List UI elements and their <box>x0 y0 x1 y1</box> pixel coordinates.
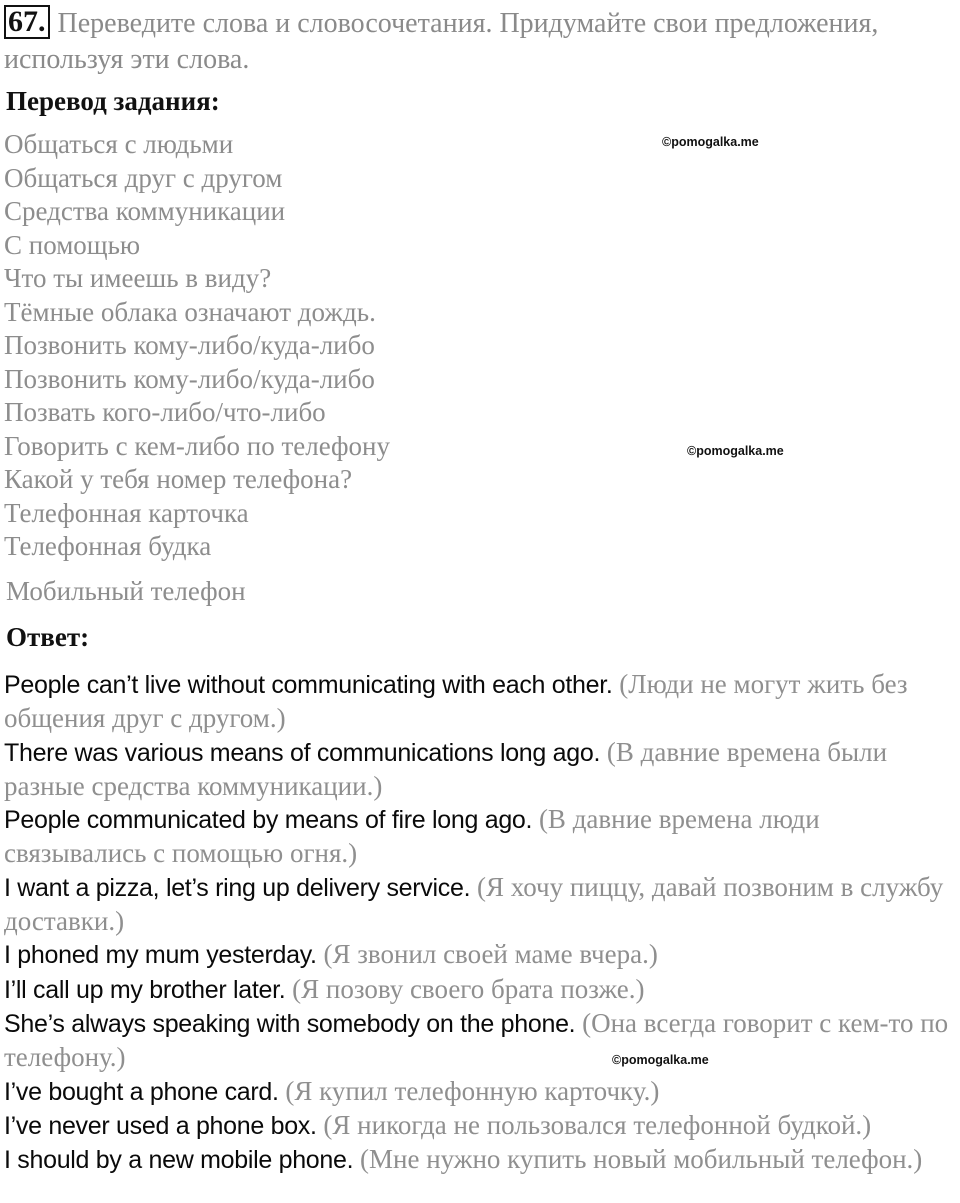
answer-russian: (Я позову своего брата позже.) <box>292 973 645 1004</box>
task-number: 67. <box>4 5 50 39</box>
answer-english: I phoned my mum yesterday. <box>4 941 317 970</box>
task-header <box>4 6 954 78</box>
word-item: Позвать кого-либо/что-либо <box>4 397 326 427</box>
word-item: Позвонить кому-либо/куда-либо <box>4 330 375 360</box>
watermark: ©pomogalka.me <box>612 1053 709 1067</box>
word-item: Позвонить кому-либо/куда-либо <box>4 363 375 394</box>
answer-item <box>4 1109 956 1143</box>
word-item: Тёмные облака означают дождь. <box>4 296 376 327</box>
word-item-extra: Мобильный телефон <box>6 576 246 606</box>
answer-heading: Ответ: <box>6 622 90 652</box>
answer-russian: (Я купил телефонную карточку.) <box>285 1075 660 1106</box>
answer-russian: (Люди не могут жить без общения друг с другом.) <box>4 669 908 734</box>
answer-item <box>4 1143 956 1177</box>
watermark: ©pomogalka.me <box>662 135 759 149</box>
word-item: Какой у тебя номер телефона? <box>4 464 353 494</box>
translation-heading: Перевод задания: <box>6 86 220 116</box>
answer-item <box>4 803 956 871</box>
answer-item <box>4 871 956 939</box>
answer-english: People can’t live without communicating with each other. <box>4 671 613 699</box>
task-instruction: Переведите слова и словосочетания. Придумайте свои предложения, используя эти слова. <box>4 8 879 75</box>
answer-item <box>4 668 956 736</box>
word-item: Телефонная карточка <box>4 497 249 528</box>
answer-english: People communicated by means of fire long ago. <box>4 806 533 835</box>
answer-item <box>4 1007 956 1075</box>
answer-item <box>4 938 956 972</box>
word-item: Что ты имеешь в виду? <box>4 263 272 293</box>
answer-russian: (Я звонил своей маме вчера.) <box>323 939 658 970</box>
word-item: Общаться друг с другом <box>4 162 283 193</box>
answer-russian: (Она всегда говорит с кем-то по телефону.) <box>4 1007 949 1073</box>
answer-russian: (Мне нужно купить новый мобильный телефон.) <box>360 1144 923 1175</box>
word-item: Общаться с людьми <box>4 129 234 159</box>
answer-english: I want a pizza, let’s ring up delivery service. <box>4 873 471 902</box>
answer-item <box>4 1075 956 1109</box>
answer-russian: (Я никогда не пользовался телефонной будкой.) <box>323 1109 872 1140</box>
word-item: Говорить с кем-либо по телефону <box>4 430 390 461</box>
answer-item <box>4 973 956 1007</box>
answer-english: I’ll call up my brother later. <box>4 975 286 1004</box>
word-item: Телефонная будка <box>4 531 212 561</box>
answer-item <box>4 736 956 804</box>
answer-list <box>4 668 956 1177</box>
watermark: ©pomogalka.me <box>687 444 784 458</box>
answer-english: I’ve never used a phone box. <box>4 1111 317 1140</box>
answer-russian: (В давние времена были разные средства коммуникации.) <box>4 736 888 801</box>
word-list <box>4 128 390 564</box>
answer-russian: (Я хочу пиццу, давай позвоним в службу доставки.) <box>4 871 944 937</box>
word-item: С помощью <box>4 229 141 260</box>
answer-english: I’ve bought a phone card. <box>4 1077 279 1106</box>
answer-english: I should by a new mobile phone. <box>4 1146 354 1175</box>
answer-english: She’s always speaking with somebody on the phone. <box>4 1009 576 1038</box>
answer-english: There was various means of communications long ago. <box>4 738 601 767</box>
answer-russian: (В давние времена люди связывались с помощью огня.) <box>4 804 820 869</box>
word-item: Средства коммуникации <box>4 196 286 226</box>
